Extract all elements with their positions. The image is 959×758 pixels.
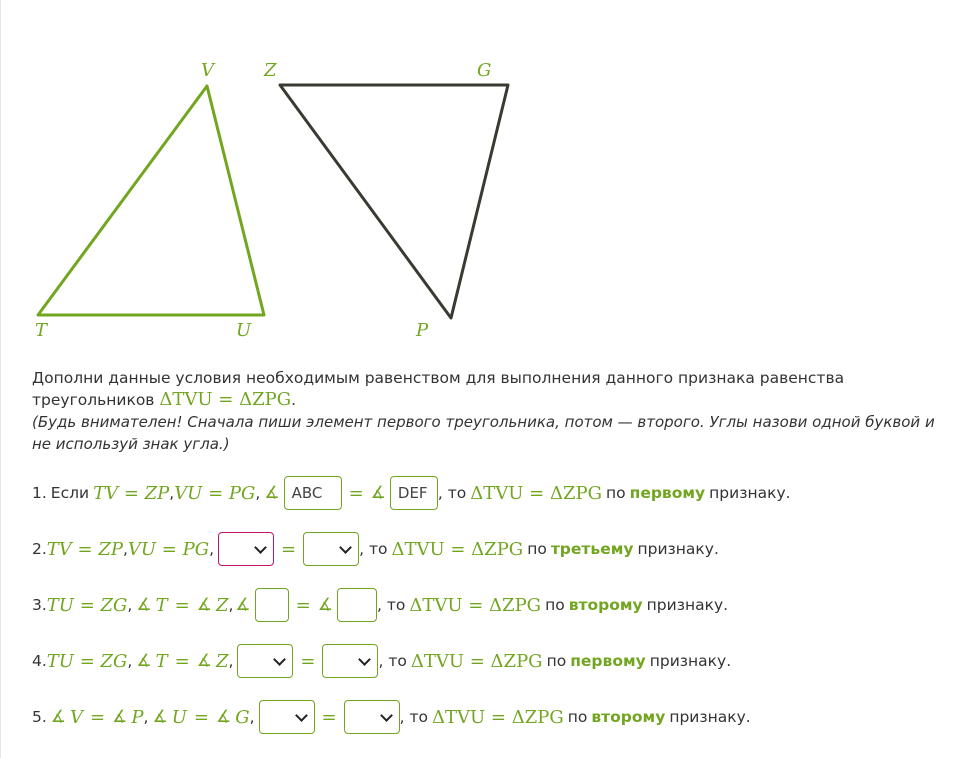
po-text: по [546, 652, 567, 670]
answer-input-2[interactable]: DEF [390, 476, 438, 510]
criterion-name: второму [568, 596, 643, 614]
question-number: 2. [32, 540, 47, 558]
equals-sign: = [193, 706, 209, 728]
then-text: , то [378, 652, 407, 670]
angle-vertex: V [70, 706, 84, 728]
result-formula: ΔTVU = ΔZPG [470, 482, 602, 504]
vertex-label-t: T [35, 320, 48, 341]
vertex-label-u: U [236, 320, 252, 341]
angle-vertex: Z [215, 650, 229, 672]
answer-select-2[interactable] [322, 644, 378, 678]
triangle-zpg [280, 85, 508, 318]
tail-text: признаку. [669, 708, 751, 726]
tail-text: признаку. [649, 652, 732, 670]
question-number: 5. [32, 708, 47, 726]
instruction-text: Дополни данные условия необходимым равенством для выполнения данного признака равенства треугольников [32, 369, 845, 409]
chevron-down-icon [274, 653, 287, 666]
angle-vertex: P [131, 706, 144, 728]
instruction-formula: ΔTVU = ΔZPG [159, 389, 292, 410]
condition-1: TU = ZG [46, 650, 128, 672]
comma: , [228, 652, 234, 670]
question-number: 1. [32, 484, 47, 502]
condition-1: TV = ZP [93, 482, 170, 504]
vertex-label-z: Z [264, 60, 277, 81]
result-formula: ΔTVU = ΔZPG [391, 538, 524, 560]
equals-sign: = [348, 482, 364, 504]
angle-sign: ∡ [264, 483, 280, 503]
question-1 [32, 476, 791, 510]
comma: , [249, 708, 255, 726]
chevron-down-icon [380, 709, 393, 722]
then-text: , то [437, 484, 467, 502]
answer-input-1[interactable]: ABC [284, 476, 342, 510]
comma: , [209, 540, 215, 558]
comma: , [169, 484, 175, 502]
comma: , [127, 652, 133, 670]
angle-vertex: U [171, 706, 187, 728]
comma: , [255, 484, 261, 502]
angle-vertex: T [155, 594, 168, 616]
angle-sign: ∡ [196, 595, 212, 615]
criterion-name: третьему [550, 540, 634, 558]
equals-sign: = [174, 594, 190, 616]
equals-sign: = [321, 706, 337, 728]
question-2 [32, 532, 719, 566]
instruction-text-block [32, 368, 937, 411]
question-3 [32, 588, 728, 622]
tail-text: признаку. [709, 484, 791, 502]
answer-select-1[interactable] [218, 532, 274, 566]
angle-sign: ∡ [112, 707, 128, 727]
comma: , [122, 540, 128, 558]
result-formula: ΔTVU = ΔZPG [409, 594, 542, 616]
tail-text: признаку. [637, 540, 719, 558]
vertex-label-v: V [201, 60, 214, 81]
equals-sign: = [174, 650, 190, 672]
comma: , [143, 708, 149, 726]
triangles-figure [0, 0, 560, 350]
angle-sign: ∡ [317, 595, 333, 615]
po-text: по [605, 484, 626, 502]
angle-sign: ∡ [50, 707, 67, 727]
equals-sign: = [300, 650, 316, 672]
question-4 [32, 644, 731, 678]
criterion-name: первому [570, 652, 646, 670]
answer-select-2[interactable] [344, 700, 400, 734]
chevron-down-icon [359, 653, 372, 666]
triangle-tvu [38, 86, 264, 315]
equals-sign: = [295, 594, 311, 616]
vertex-label-g: G [477, 60, 492, 81]
then-text: , то [359, 540, 388, 558]
angle-sign: ∡ [235, 595, 251, 615]
chevron-down-icon [254, 541, 267, 554]
instruction-hint: (Будь внимателен! Сначала пиши элемент первого треугольника, потом — второго. Углы назови одной буквой и не используй знак угла.) [32, 413, 935, 453]
angle-sign: ∡ [136, 595, 152, 615]
condition-2: VU = PG [127, 538, 210, 560]
comma: , [228, 596, 234, 614]
answer-select-1[interactable] [237, 644, 293, 678]
vertex-label-p: P [416, 320, 429, 341]
then-text: , то [376, 596, 406, 614]
answer-input-1[interactable] [255, 588, 289, 622]
answer-input-2[interactable] [337, 588, 377, 622]
condition-2: VU = PG [174, 482, 256, 504]
angle-vertex: Z [215, 594, 229, 616]
tail-text: признаку. [646, 596, 729, 614]
question-5 [32, 700, 751, 734]
instruction-dot: . [291, 391, 297, 409]
result-formula: ΔTVU = ΔZPG [432, 706, 564, 728]
equals-sign: = [90, 706, 106, 728]
then-text: , то [399, 708, 429, 726]
equals-sign: = [281, 538, 297, 560]
condition-1: TV = ZP [46, 538, 123, 560]
angle-vertex: T [155, 650, 168, 672]
po-text: по [527, 540, 547, 558]
angle-sign: ∡ [196, 651, 212, 671]
angle-sign: ∡ [215, 707, 232, 727]
angle-sign: ∡ [136, 651, 152, 671]
question-number: 3. [32, 596, 47, 614]
comma: , [127, 596, 133, 614]
answer-select-2[interactable] [303, 532, 359, 566]
condition-1: TU = ZG [46, 594, 128, 616]
instruction [32, 368, 937, 455]
chevron-down-icon [295, 709, 308, 722]
angle-sign: ∡ [152, 707, 168, 727]
criterion-name: первому [629, 484, 706, 502]
chevron-down-icon [339, 541, 352, 554]
question-prefix: Если [50, 484, 90, 502]
criterion-name: второму [591, 708, 666, 726]
answer-select-1[interactable] [259, 700, 315, 734]
question-number: 4. [32, 652, 47, 670]
po-text: по [567, 708, 588, 726]
result-formula: ΔTVU = ΔZPG [410, 650, 543, 672]
angle-sign: ∡ [370, 483, 386, 503]
angle-vertex: G [235, 706, 250, 728]
po-text: по [545, 596, 565, 614]
